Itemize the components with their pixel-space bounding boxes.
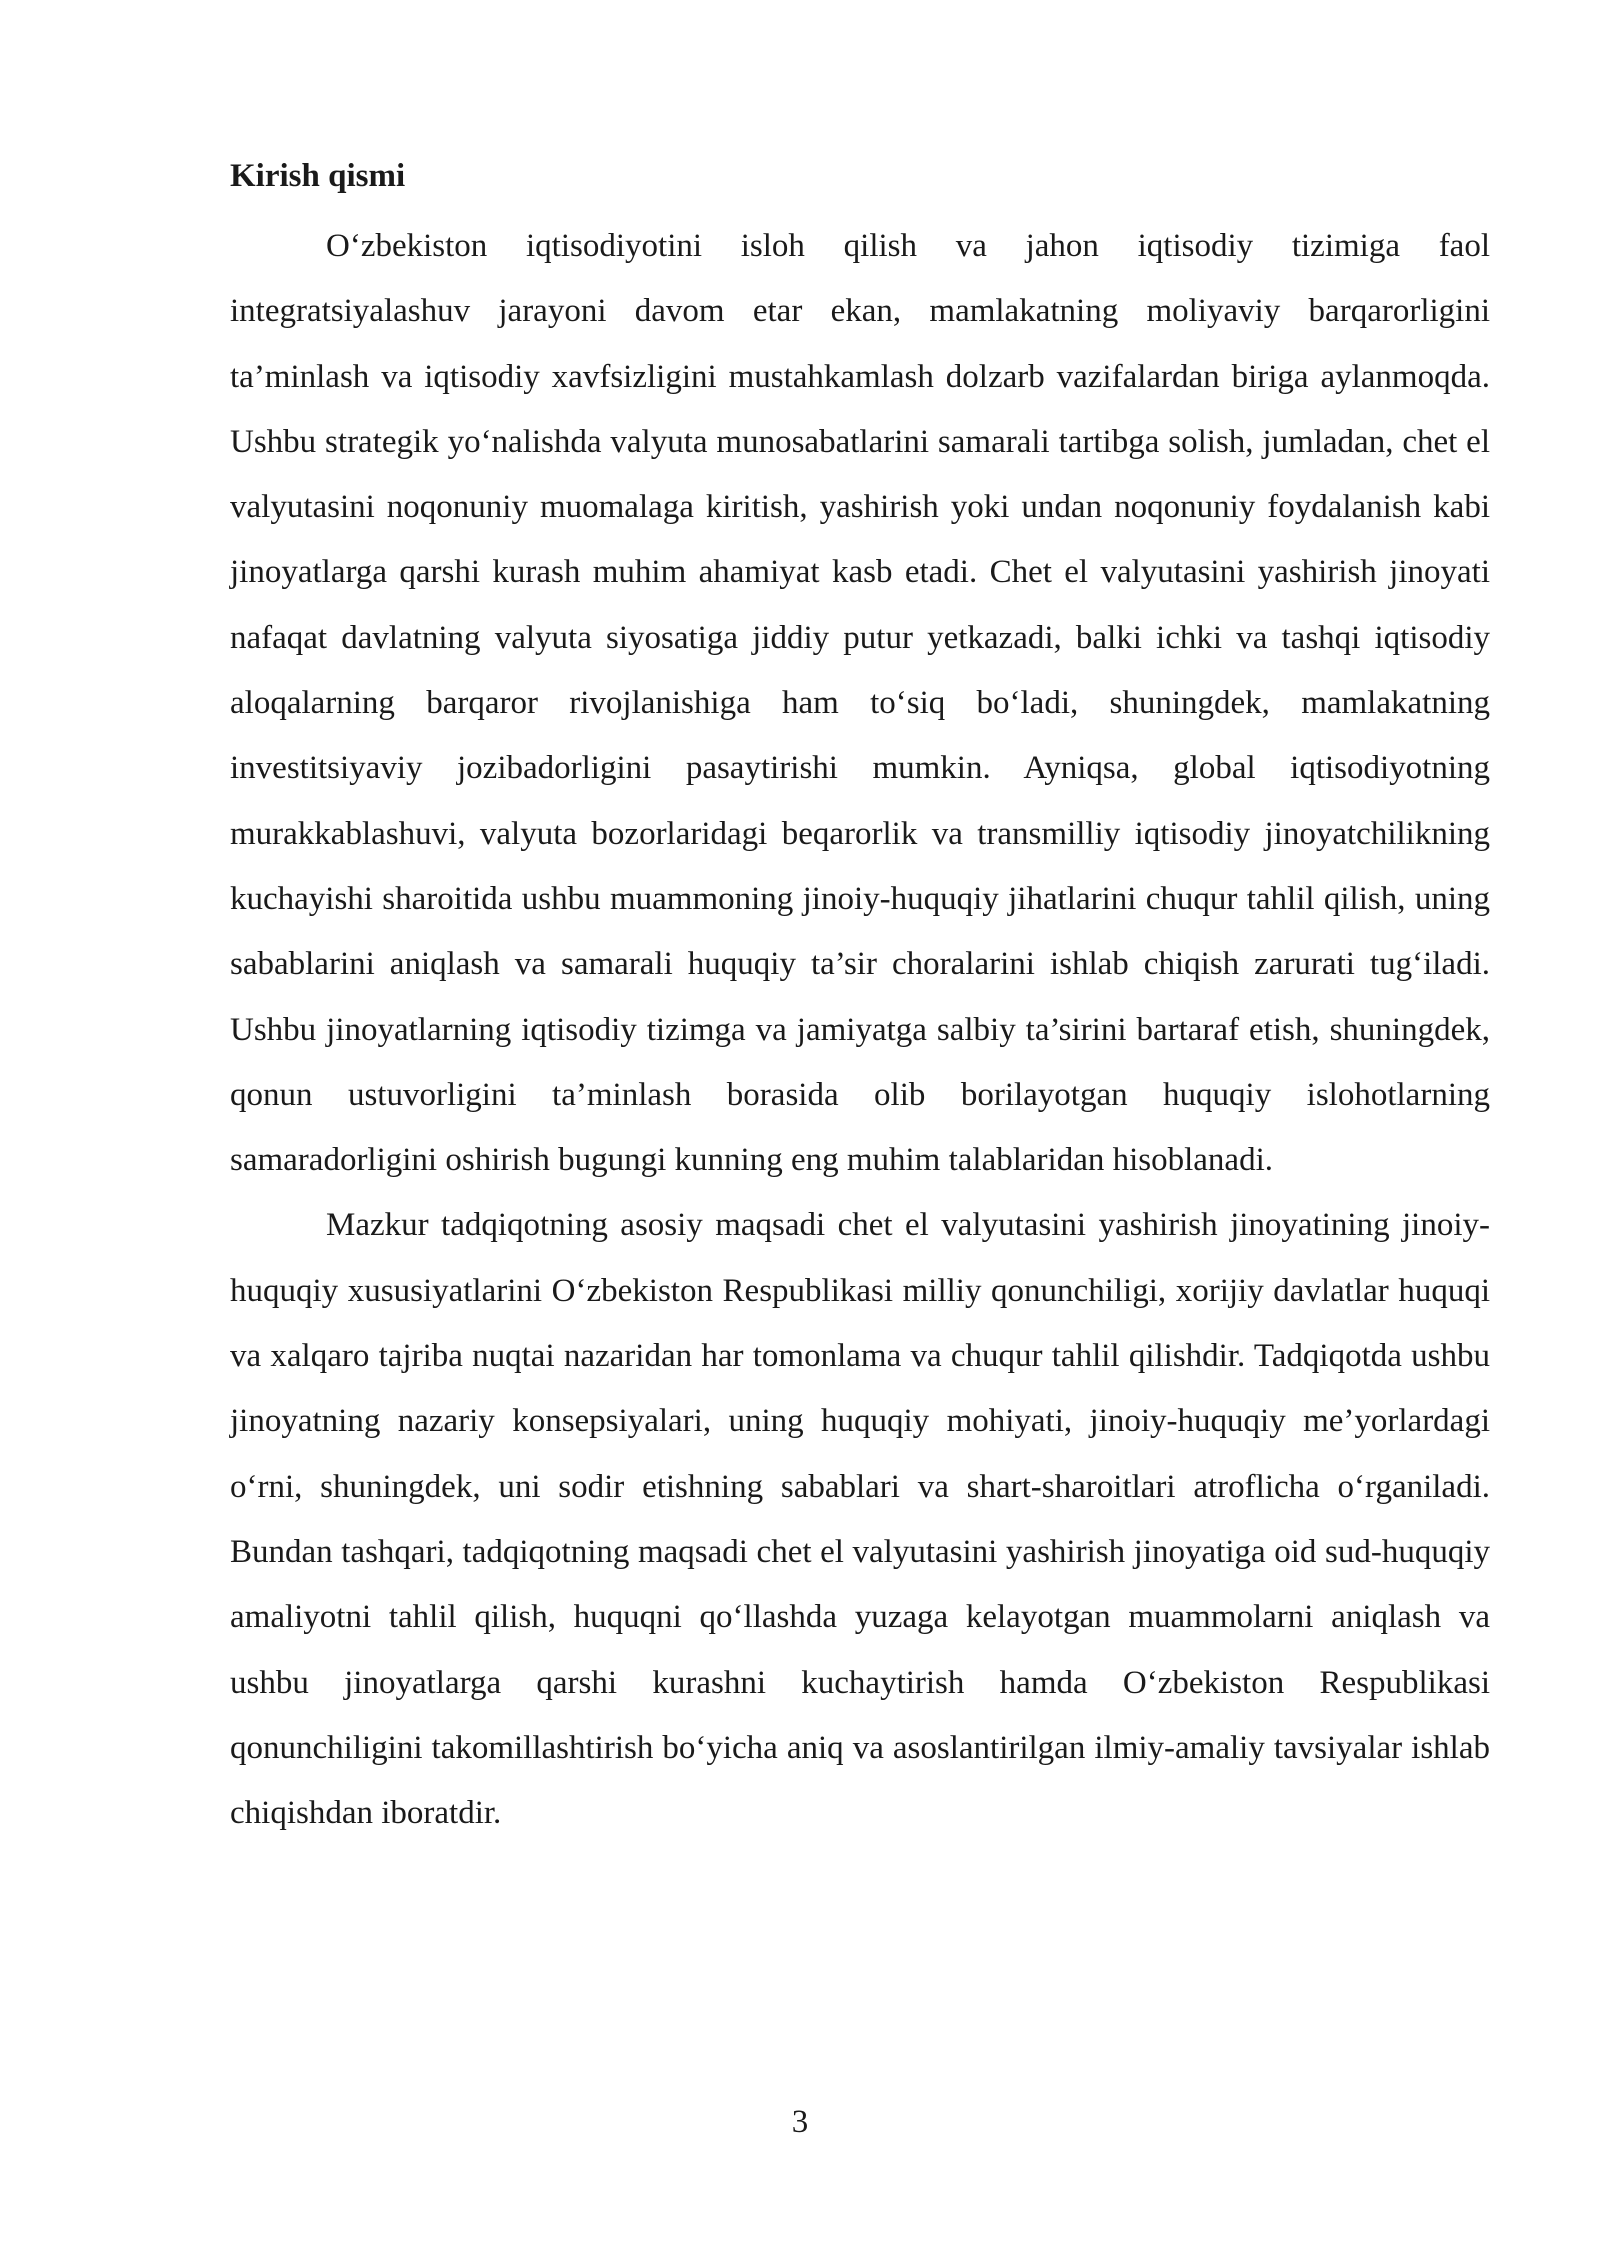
page-number: 3 xyxy=(791,2104,809,2140)
paragraph-1: O‘zbekiston iqtisodiyotini isloh qilish va jahon iqtisodiy tizimiga faol integratsiyalashuv jarayoni davom etar ekan, mamlakatning moliyaviy barqarorligini ta’minlash va iqtisodiy xavfsizligini mustahkamlash dolzarb vazifalardan biriga aylanmoqda. Ushbu strategik yo‘nalishda valyuta munosabatlarini samarali tartibga solish, jumladan, chet el valyutasini noqonuniy muomalaga kiritish, yashirish yoki undan noqonuniy foydalanish kabi jinoyatlarga qarshi kurash muhim ahamiyat kasb etadi. Chet el valyutasini yashirish jinoyati nafaqat davlatning valyuta siyosatiga jiddiy putur yetkazadi, balki ichki va tashqi iqtisodiy aloqalarning barqaror rivojlanishiga ham to‘siq bo‘ladi, shuningdek, mamlakatning investitsiyaviy jozibadorligini pasaytirishi mumkin. Ayniqsa, global iqtisodiyotning murakkablashuvi, valyuta bozorlaridagi beqarorlik va transmilliy iqtisodiy jinoyatchilikning kuchayishi sharoitida ushbu muammoning jinoiy-huquqiy jihatlarini chuqur tahlil qilish, uning sabablarini aniqlash va samarali huquqiy ta’sir choralarini ishlab chiqish zarurati tug‘iladi. Ushbu jinoyatlarning iqtisodiy tizimga va jamiyatga salbiy ta’sirini bartaraf etish, shuningdek, qonun ustuvorligini ta’minlash borasida olib borilayotgan huquqiy islohotlarning samaradorligini oshirish bugungi kunning eng muhim talablaridan hisoblanadi. xyxy=(230,228,1490,1179)
section-heading: Kirish qismi xyxy=(230,158,406,194)
paragraph-2: Mazkur tadqiqotning asosiy maqsadi chet el valyutasini yashirish jinoyatining jinoiy-huquqiy xususiyatlarini O‘zbekiston Respublikasi milliy qonunchiligi, xorijiy davlatlar huquqi va xalqaro tajriba nuqtai nazaridan har tomonlama va chuqur tahlil qilishdir. Tadqiqotda ushbu jinoyatning nazariy konsepsiyalari, uning huquqiy mohiyati, jinoiy-huquqiy me’yorlardagi o‘rni, shuningdek, uni sodir etishning sabablari va shart-sharoitlari atroflicha o‘rganiladi. Bundan tashqari, tadqiqotning maqsadi chet el valyutasini yashirish jinoyatiga oid sud-huquqiy amaliyotni tahlil qilish, huquqni qo‘llashda yuzaga kelayotgan muammolarni aniqlash va ushbu jinoyatlarga qarshi kurashni kuchaytirish hamda O‘zbekiston Respublikasi qonunchiligini takomillashtirish bo‘yicha aniq va asoslantirilgan ilmiy-amaliy tavsiyalar ishlab chiqishdan iboratdir. xyxy=(230,1207,1490,1832)
document-body xyxy=(230,148,1490,1846)
